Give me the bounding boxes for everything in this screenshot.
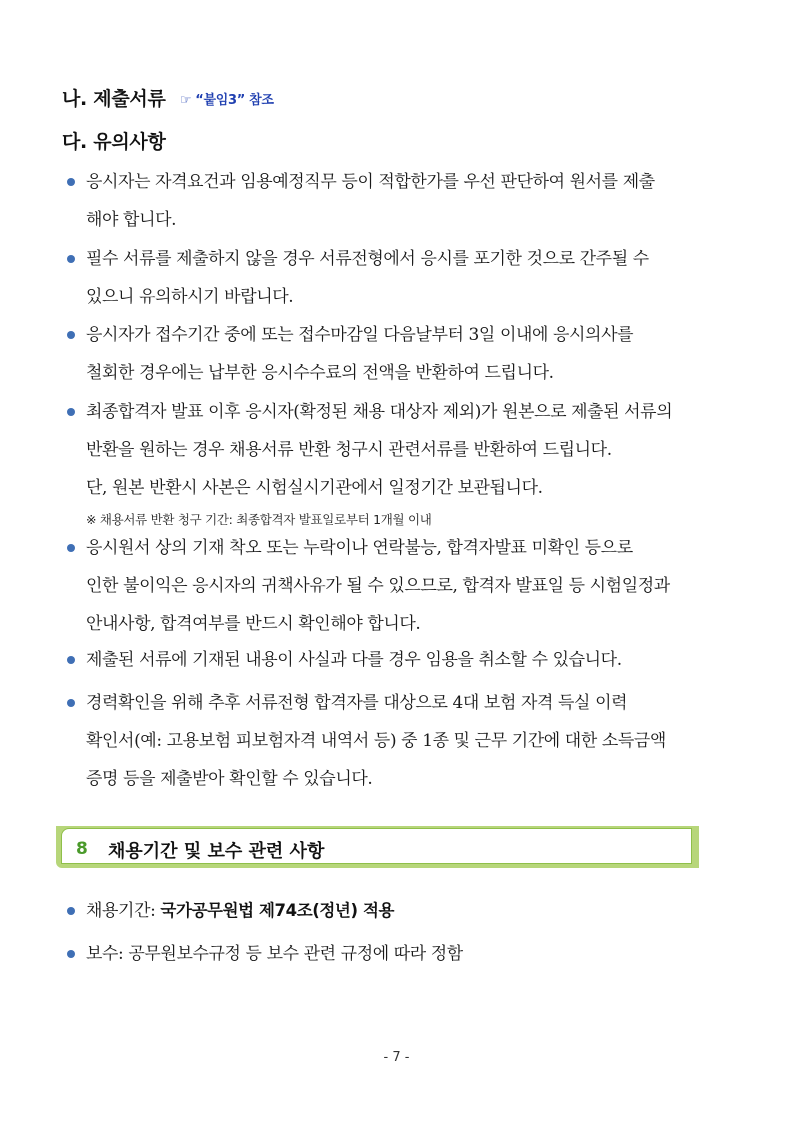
salary-value: 공무원보수규정 등 보수 관련 규정에 따라 정함 [128,944,463,964]
bullet-icon [67,408,75,416]
list-item: 최종합격자 발표 이후 응시자(확정된 채용 대상자 제외)가 원본으로 제출된 서류의 반환을 원하는 경우 채용서류 반환 청구시 관련서류를 반환하여 드립니다. 단, 원본 반환시 사본은 시험실시기관에서 일정기간 보관됩니다. [64,393,704,507]
list-item: 경력확인을 위해 추후 서류전형 합격자를 대상으로 4대 보험 자격 득실 이력 확인서(예: 고용보험 피보험자격 내역서 등) 중 1종 및 근무 기간에 대한 소득금액 증명 등을 제출받아 확인할 수 있습니다. [64,684,704,798]
list-item [64,935,704,973]
section-8-title: 채용기간 및 보수 관련 사항 [108,841,325,862]
bullet-icon [67,255,75,263]
reference-text: “붙임3” 참조 [195,93,274,108]
section-8-number: 8 [76,839,88,859]
bullet-icon [67,331,75,339]
bullet-icon [67,544,75,552]
section-na-title: 나. 제출서류 [62,88,166,110]
list-item [64,892,704,930]
section-na-heading [62,84,274,111]
bullet-icon [67,656,75,664]
section-na-reference [180,93,274,108]
return-period-note: ※ 채용서류 반환 청구 기간: 최종합격자 발표일로부터 1개월 이내 [86,512,432,527]
bullet-icon [67,907,75,915]
list-item: 응시원서 상의 기재 착오 또는 누락이나 연락불능, 합격자발표 미확인 등으로 인한 불이익은 응시자의 귀책사유가 될 수 있으므로, 합격자 발표일 등 시험일정과 안내사항, 합격여부를 반드시 확인해야 합니다. [64,529,704,643]
employment-period-value: 국가공무원법 제74조(정년) 적용 [160,901,395,920]
page-number: - 7 - [383,1050,410,1065]
list-item: 필수 서류를 제출하지 않을 경우 서류전형에서 응시를 포기한 것으로 간주될 수 있으니 유의하시기 바랍니다. [64,240,704,316]
bullet-icon [67,699,75,707]
list-item: 응시자가 접수기간 중에 또는 접수마감일 다음날부터 3일 이내에 응시의사를 철회한 경우에는 납부한 응시수수료의 전액을 반환하여 드립니다. [64,316,704,392]
employment-period-label: 채용기간: [86,901,161,921]
section-da-heading: 다. 유의사항 [62,131,166,153]
list-item: 응시자는 자격요건과 임용예정직무 등이 적합한가를 우선 판단하여 원서를 제출 해야 합니다. [64,163,704,239]
bullet-icon [67,950,75,958]
pointing-hand-icon: ☞ [179,93,192,108]
salary-label: 보수: [86,944,129,964]
list-item: 제출된 서류에 기재된 내용이 사실과 다를 경우 임용을 취소할 수 있습니다. [64,641,704,679]
bullet-icon [67,178,75,186]
